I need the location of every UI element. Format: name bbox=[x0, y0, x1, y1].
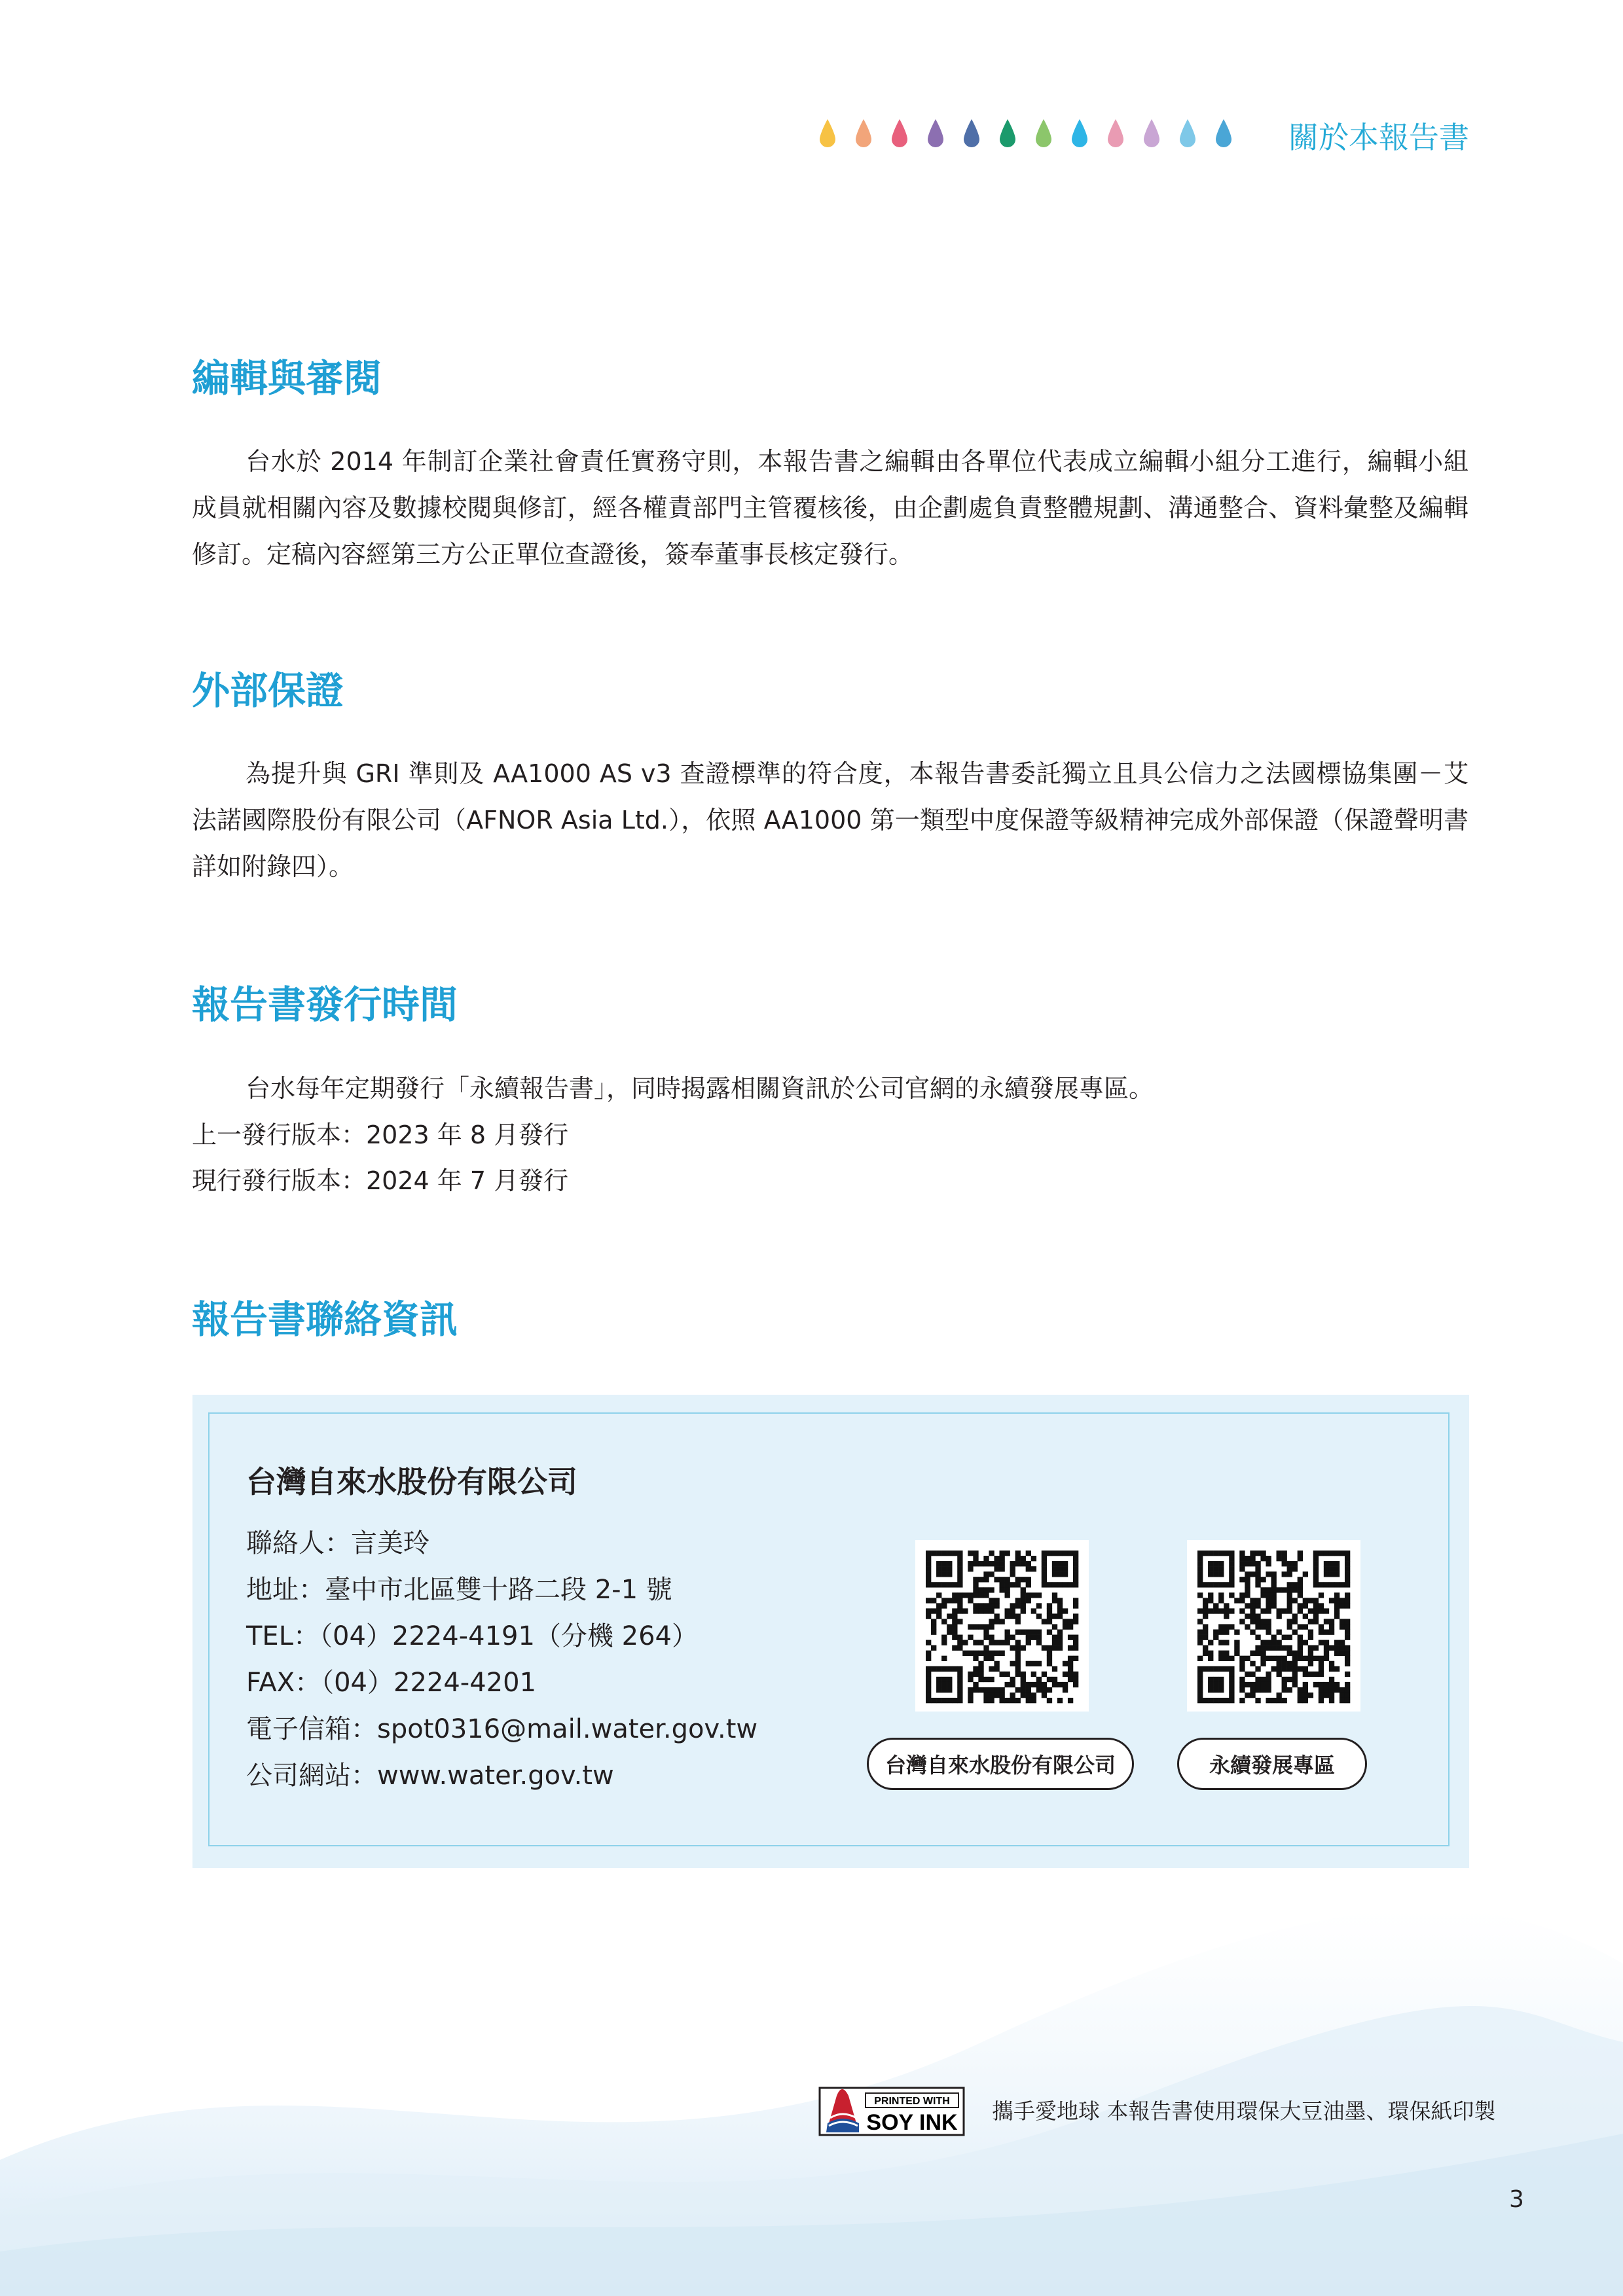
page-number: 3 bbox=[1509, 2186, 1524, 2213]
soy-logo-line2: SOY INK bbox=[866, 2110, 958, 2135]
qr-code-company bbox=[915, 1540, 1089, 1712]
assurance-paragraph: 為提升與 GRI 準則及 AA1000 AS v3 查證標準的符合度，本報告書委託獨立且具公信力之法國標協集團－艾法諾國際股份有限公司（AFNOR Asia Ltd.），依照 AA1000 第一類型中度保證等級精神完成外部保證（保證聲明書詳如附錄四）。 bbox=[192, 759, 1468, 881]
water-drop-icon bbox=[1142, 118, 1161, 149]
publication-paragraph: 台水每年定期發行「永續報告書」，同時揭露相關資訊於公司官網的永續發展專區。 bbox=[246, 1074, 1154, 1103]
water-drop-icon bbox=[1070, 118, 1089, 149]
water-drop-icon bbox=[890, 118, 909, 149]
contact-person: 聯絡人：言美玲 bbox=[246, 1528, 429, 1558]
contact-address: 地址：臺中市北區雙十路二段 2-1 號 bbox=[246, 1575, 672, 1605]
color-drop-row bbox=[818, 118, 1233, 157]
company-name: 台灣自來水股份有限公司 bbox=[246, 1464, 577, 1499]
contact-heading: 報告書聯絡資訊 bbox=[192, 1297, 458, 1342]
sustainability-section-button[interactable]: 永續發展專區 bbox=[1177, 1738, 1367, 1790]
water-drop-icon bbox=[962, 118, 981, 149]
contact-box bbox=[192, 1395, 1469, 1868]
assurance-heading: 外部保證 bbox=[192, 668, 344, 713]
water-drop-icon bbox=[1106, 118, 1125, 149]
publication-heading: 報告書發行時間 bbox=[192, 982, 458, 1027]
section-title: 關於本報告書 bbox=[1288, 120, 1469, 155]
contact-website[interactable]: 公司網站：www.water.gov.tw bbox=[246, 1761, 614, 1791]
soy-ink-logo bbox=[818, 2075, 969, 2140]
water-drop-icon bbox=[1034, 118, 1053, 149]
editing-paragraph: 台水於 2014 年制訂企業社會責任實務守則，本報告書之編輯由各單位代表成立編輯小組分工進行，編輯小組成員就相關內容及數據校閱與修訂，經各權責部門主管覆核後，由企劃處負責整體規劃、溝通整合、資料彙整及編輯修訂。定稿內容經第三方公正單位查證後，簽奉董事長核定發行。 bbox=[192, 447, 1468, 569]
current-version: 現行發行版本：2024 年 7 月發行 bbox=[192, 1166, 569, 1195]
contact-tel: TEL：（04）2224-4191（分機 264） bbox=[246, 1621, 698, 1651]
contact-box-inner bbox=[208, 1412, 1450, 1846]
water-drop-icon bbox=[1214, 118, 1233, 149]
previous-version: 上一發行版本：2023 年 8 月發行 bbox=[192, 1121, 569, 1149]
water-drop-icon bbox=[926, 118, 945, 149]
water-drop-icon bbox=[998, 118, 1017, 149]
contact-fax: FAX：（04）2224-4201 bbox=[246, 1668, 537, 1698]
footer-note: 攜手愛地球 本報告書使用環保大豆油墨、環保紙印製 bbox=[992, 2098, 1496, 2124]
contact-email[interactable]: 電子信箱：spot0316@mail.water.gov.tw bbox=[246, 1714, 758, 1744]
editing-heading: 編輯與審閱 bbox=[192, 356, 382, 401]
qr-code-sustainability bbox=[1187, 1540, 1360, 1712]
company-website-button[interactable]: 台灣自來水股份有限公司 bbox=[867, 1738, 1134, 1790]
water-drop-icon bbox=[818, 118, 837, 149]
soy-logo-line1: PRINTED WITH bbox=[874, 2096, 950, 2107]
water-drop-icon bbox=[854, 118, 873, 149]
water-drop-icon bbox=[1178, 118, 1197, 149]
